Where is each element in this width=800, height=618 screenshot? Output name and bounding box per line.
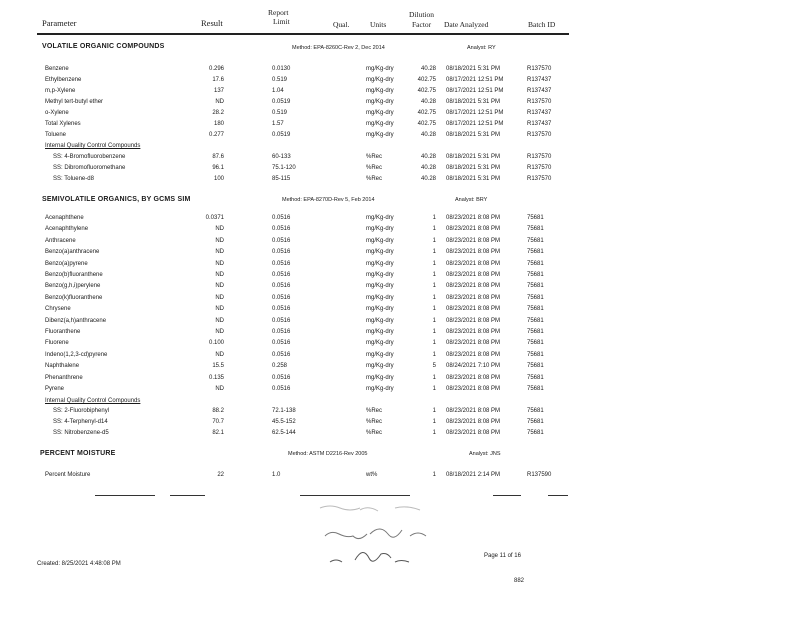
section-analyst-voc: Analyst: RY [467, 45, 496, 51]
date-analyzed-cell: 08/23/2021 8:08 PM [446, 260, 501, 267]
result-cell: 70.7 [212, 419, 224, 425]
header-qual: Qual. [333, 20, 350, 29]
voc-surrogate-heading: Internal Quality Control Compounds [45, 143, 141, 149]
header-dilution: Dilution [409, 10, 435, 19]
header-report: Report [268, 8, 289, 17]
result-cell: 15.5 [212, 363, 224, 370]
report-limit-cell: 1.0 [272, 472, 281, 478]
dilution-cell: 40.28 [420, 66, 436, 72]
parameter-cell: Naphthalene [45, 363, 80, 370]
date-analyzed-cell: 08/18/2021 5:31 PM [446, 132, 501, 138]
dilution-cell: 1 [432, 430, 436, 436]
section-method-svoc: Method: EPA-8270D-Rev 5, Feb 2014 [282, 197, 375, 203]
units-cell: mg/Kg-dry [366, 260, 394, 267]
result-cell: ND [215, 306, 224, 313]
batch-id-cell: 75681 [527, 249, 544, 256]
table-row [0, 295, 800, 305]
report-limit-cell: 0.0516 [272, 260, 291, 267]
batch-id-cell: 75681 [527, 351, 544, 358]
units-cell: mg/Kg-dry [366, 88, 394, 94]
section-title-svoc: SEMIVOLATILE ORGANICS, BY GCMS SIM [42, 196, 191, 203]
parameter-cell: SS: 4-Bromofluorobenzene [53, 154, 126, 160]
parameter-cell: Pyrene [45, 386, 65, 392]
units-cell: mg/Kg-dry [366, 386, 394, 392]
result-cell: 137 [213, 88, 224, 94]
batch-id-cell: 75681 [527, 294, 544, 301]
section-title-voc: VOLATILE ORGANIC COMPOUNDS [42, 43, 165, 50]
result-cell: ND [215, 329, 224, 335]
date-analyzed-cell: 08/18/2021 5:31 PM [446, 66, 501, 72]
dilution-cell: 1 [432, 283, 436, 290]
header-limit: Limit [273, 17, 290, 26]
dilution-cell: 402.75 [417, 77, 436, 83]
report-limit-cell: 0.0516 [272, 249, 291, 256]
report-limit-cell: 1.57 [272, 121, 284, 127]
table-row [0, 363, 800, 373]
parameter-cell: Benzo(k)fluoranthene [45, 294, 103, 301]
footer-rule [493, 495, 521, 496]
dilution-cell: 1 [432, 215, 436, 221]
batch-id-cell: R137437 [527, 121, 552, 127]
dilution-cell: 1 [432, 374, 436, 381]
result-cell: 0.296 [208, 66, 224, 72]
units-cell: %Rec [366, 154, 383, 160]
report-limit-cell: 45.5-152 [272, 419, 296, 425]
table-row [0, 88, 800, 98]
header-factor: Factor [412, 20, 432, 29]
parameter-cell: Percent Moisture [45, 472, 91, 478]
units-cell: mg/Kg-dry [366, 283, 394, 290]
date-analyzed-cell: 08/23/2021 8:08 PM [446, 283, 501, 290]
table-row [0, 238, 800, 248]
table-row [0, 272, 800, 282]
date-analyzed-cell: 08/18/2021 5:31 PM [446, 176, 501, 182]
result-cell: 0.0371 [205, 215, 224, 221]
report-limit-cell: 0.0516 [272, 374, 291, 381]
batch-id-cell: 75681 [527, 317, 544, 324]
page-number: Page 11 of 16 [484, 553, 521, 559]
units-cell: %Rec [366, 419, 383, 425]
dilution-cell: 1 [432, 408, 436, 414]
result-cell: 22 [217, 472, 224, 478]
footer-rule [300, 495, 410, 496]
units-cell: mg/Kg-dry [366, 340, 394, 347]
header-batch-id: Batch ID [528, 20, 556, 29]
report-limit-cell: 1.04 [272, 88, 284, 94]
result-cell: 88.2 [212, 408, 224, 414]
report-limit-cell: 0.0516 [272, 329, 291, 335]
date-analyzed-cell: 08/23/2021 8:08 PM [446, 237, 501, 244]
units-cell: %Rec [366, 165, 383, 171]
date-analyzed-cell: 08/23/2021 8:08 PM [446, 419, 501, 425]
batch-id-cell: 75681 [527, 306, 544, 313]
table-row [0, 408, 800, 418]
units-cell: %Rec [366, 408, 383, 414]
units-cell: mg/Kg-dry [366, 132, 394, 138]
report-limit-cell: 0.0516 [272, 351, 291, 358]
dilution-cell: 40.28 [420, 176, 436, 182]
batch-id-cell: 75681 [527, 215, 544, 221]
section-analyst-svoc: Analyst: BRY [455, 197, 488, 203]
parameter-cell: Methyl tert-butyl ether [45, 99, 104, 105]
units-cell: mg/Kg-dry [366, 363, 394, 370]
result-cell: 28.2 [212, 110, 224, 116]
section-method-voc: Method: EPA-8260C-Rev 2, Dec 2014 [292, 45, 385, 51]
dilution-cell: 5 [432, 363, 436, 370]
report-limit-cell: 0.0516 [272, 306, 291, 313]
table-row [0, 99, 800, 109]
dilution-cell: 1 [432, 272, 436, 278]
parameter-cell: Fluorene [45, 340, 69, 347]
result-cell: 180 [213, 121, 224, 127]
units-cell: mg/Kg-dry [366, 249, 394, 256]
units-cell: mg/Kg-dry [366, 351, 394, 358]
date-analyzed-cell: 08/18/2021 5:31 PM [446, 165, 501, 171]
parameter-cell: Chrysene [45, 306, 71, 313]
footer-rule [170, 495, 205, 496]
units-cell: mg/Kg-dry [366, 121, 394, 127]
table-row [0, 165, 800, 175]
table-row [0, 419, 800, 429]
result-cell: 0.277 [208, 132, 224, 138]
parameter-cell: Phenanthrene [45, 374, 83, 381]
report-limit-cell: 0.258 [272, 363, 288, 370]
table-row [0, 352, 800, 362]
result-cell: ND [215, 226, 224, 233]
footer-rule [95, 495, 155, 496]
dilution-cell: 1 [432, 386, 436, 392]
dilution-cell: 40.28 [420, 132, 436, 138]
date-analyzed-cell: 08/17/2021 12:51 PM [446, 121, 504, 127]
dilution-cell: 40.28 [420, 99, 436, 105]
table-row [0, 121, 800, 131]
dilution-cell: 1 [432, 294, 436, 301]
batch-id-cell: 75681 [527, 386, 544, 392]
result-cell: 82.1 [212, 430, 224, 436]
dilution-cell: 1 [432, 329, 436, 335]
table-row [0, 472, 800, 482]
date-analyzed-cell: 08/23/2021 8:08 PM [446, 430, 501, 436]
table-row [0, 226, 800, 236]
date-analyzed-cell: 08/23/2021 8:08 PM [446, 226, 501, 233]
header-units: Units [370, 20, 387, 29]
batch-id-cell: 75681 [527, 408, 544, 414]
report-limit-cell: 0.0516 [272, 237, 291, 244]
result-cell: ND [215, 317, 224, 324]
parameter-cell: Anthracene [45, 237, 76, 244]
table-row [0, 176, 800, 186]
date-analyzed-cell: 08/23/2021 8:08 PM [446, 317, 501, 324]
header-date-analyzed: Date Analyzed [444, 20, 489, 29]
date-analyzed-cell: 08/17/2021 12:51 PM [446, 110, 504, 116]
dilution-cell: 1 [432, 317, 436, 324]
result-cell: ND [215, 249, 224, 256]
date-analyzed-cell: 08/23/2021 8:08 PM [446, 386, 501, 392]
dilution-cell: 40.28 [420, 154, 436, 160]
date-analyzed-cell: 08/18/2021 5:31 PM [446, 99, 501, 105]
units-cell: mg/Kg-dry [366, 237, 394, 244]
report-limit-cell: 0.0516 [272, 272, 291, 278]
result-cell: 0.100 [208, 340, 224, 347]
parameter-cell: Ethylbenzene [45, 77, 82, 83]
dilution-cell: 1 [432, 472, 436, 478]
batch-id-cell: R137570 [527, 66, 552, 72]
units-cell: mg/Kg-dry [366, 272, 394, 278]
result-cell: 87.6 [212, 154, 224, 160]
date-analyzed-cell: 08/23/2021 8:08 PM [446, 215, 501, 221]
parameter-cell: Toluene [45, 132, 67, 138]
parameter-cell: Benzo(a)pyrene [45, 260, 88, 267]
result-cell: 17.6 [212, 77, 224, 83]
batch-id-cell: R137570 [527, 176, 552, 182]
date-analyzed-cell: 08/23/2021 8:08 PM [446, 306, 501, 313]
header-result: Result [201, 18, 223, 28]
date-analyzed-cell: 08/17/2021 12:51 PM [446, 77, 504, 83]
units-cell: mg/Kg-dry [366, 306, 394, 313]
batch-id-cell: 75681 [527, 430, 544, 436]
result-cell: ND [215, 260, 224, 267]
result-cell: 100 [213, 176, 224, 182]
footer-rule [548, 495, 568, 496]
parameter-cell: m,p-Xylene [45, 88, 76, 94]
dilution-cell: 1 [432, 351, 436, 358]
parameter-cell: SS: 4-Terphenyl-d14 [53, 419, 108, 425]
batch-id-cell: 75681 [527, 283, 544, 290]
table-row [0, 110, 800, 120]
parameter-cell: Acenaphthylene [45, 226, 89, 233]
table-row [0, 306, 800, 316]
dilution-cell: 402.75 [417, 110, 436, 116]
report-limit-cell: 0.0516 [272, 294, 291, 301]
parameter-cell: Total Xylenes [45, 121, 81, 127]
report-limit-cell: 72.1-138 [272, 408, 296, 414]
units-cell: mg/Kg-dry [366, 77, 394, 83]
svoc-surrogate-heading: Internal Quality Control Compounds [45, 398, 141, 404]
result-cell: ND [215, 272, 224, 278]
report-limit-cell: 0.0516 [272, 317, 291, 324]
report-limit-cell: 0.0519 [272, 132, 291, 138]
batch-id-cell: R137437 [527, 88, 552, 94]
dilution-cell: 402.75 [417, 88, 436, 94]
units-cell: mg/Kg-dry [366, 329, 394, 335]
units-cell: mg/Kg-dry [366, 226, 394, 233]
result-cell: ND [215, 386, 224, 392]
date-analyzed-cell: 08/18/2021 2:14 PM [446, 472, 501, 478]
units-cell: mg/Kg-dry [366, 99, 394, 105]
date-analyzed-cell: 08/23/2021 8:08 PM [446, 408, 501, 414]
table-row [0, 215, 800, 225]
section-title-moisture: PERCENT MOISTURE [40, 450, 116, 457]
dilution-cell: 40.28 [420, 165, 436, 171]
table-row [0, 318, 800, 328]
table-row [0, 283, 800, 293]
parameter-cell: Indeno(1,2,3-cd)pyrene [45, 351, 108, 358]
result-cell: ND [215, 99, 224, 105]
batch-id-cell: R137570 [527, 154, 552, 160]
batch-id-cell: 75681 [527, 363, 544, 370]
section-analyst-moisture: Analyst: JNS [469, 451, 501, 457]
report-limit-cell: 85-115 [272, 176, 291, 182]
report-limit-cell: 60-133 [272, 154, 291, 160]
report-limit-cell: 0.0516 [272, 226, 291, 233]
date-analyzed-cell: 08/23/2021 8:08 PM [446, 294, 501, 301]
report-limit-cell: 0.0516 [272, 386, 291, 392]
dilution-cell: 1 [432, 260, 436, 267]
result-cell: ND [215, 294, 224, 301]
table-row [0, 261, 800, 271]
units-cell: mg/Kg-dry [366, 215, 394, 221]
signature-scribble [300, 500, 500, 580]
date-analyzed-cell: 08/23/2021 8:08 PM [446, 351, 501, 358]
result-cell: 0.135 [208, 374, 224, 381]
report-limit-cell: 0.519 [272, 110, 288, 116]
report-limit-cell: 0.0519 [272, 99, 291, 105]
batch-id-cell: R137570 [527, 132, 552, 138]
dilution-cell: 402.75 [417, 121, 436, 127]
units-cell: mg/Kg-dry [366, 317, 394, 324]
batch-id-cell: 75681 [527, 340, 544, 347]
date-analyzed-cell: 08/17/2021 12:51 PM [446, 88, 504, 94]
dilution-cell: 1 [432, 226, 436, 233]
date-analyzed-cell: 08/23/2021 8:08 PM [446, 329, 501, 335]
created-timestamp: Created: 8/25/2021 4:48:08 PM [37, 561, 121, 567]
batch-id-cell: R137590 [527, 472, 552, 478]
batch-id-cell: 75681 [527, 374, 544, 381]
dilution-cell: 1 [432, 237, 436, 244]
table-row [0, 430, 800, 440]
parameter-cell: Benzo(a)anthracene [45, 249, 100, 256]
parameter-cell: SS: Toluene-d8 [53, 176, 94, 182]
dilution-cell: 1 [432, 249, 436, 256]
batch-id-cell: 75681 [527, 272, 544, 278]
report-limit-cell: 0.0130 [272, 66, 291, 72]
report-limit-cell: 0.0516 [272, 340, 291, 347]
report-limit-cell: 0.0516 [272, 215, 291, 221]
units-cell: mg/Kg-dry [366, 110, 394, 116]
parameter-cell: Dibenz(a,h)anthracene [45, 317, 107, 324]
batch-id-cell: 75681 [527, 237, 544, 244]
table-row [0, 329, 800, 339]
parameter-cell: SS: Dibromofluoromethane [53, 165, 126, 171]
table-row [0, 386, 800, 396]
report-limit-cell: 0.0516 [272, 283, 291, 290]
table-row [0, 375, 800, 385]
batch-id-cell: 75681 [527, 260, 544, 267]
table-row [0, 66, 800, 76]
units-cell: mg/Kg-dry [366, 294, 394, 301]
table-row [0, 249, 800, 259]
dilution-cell: 1 [432, 340, 436, 347]
section-method-moisture: Method: ASTM D2216-Rev 2005 [288, 451, 368, 457]
result-cell: ND [215, 351, 224, 358]
dilution-cell: 1 [432, 419, 436, 425]
parameter-cell: Benzene [45, 66, 69, 72]
batch-id-cell: 75681 [527, 226, 544, 233]
page-stamp: 882 [514, 578, 525, 584]
result-cell: 96.1 [212, 165, 224, 171]
batch-id-cell: R137570 [527, 165, 552, 171]
date-analyzed-cell: 08/23/2021 8:08 PM [446, 249, 501, 256]
result-cell: ND [215, 237, 224, 244]
date-analyzed-cell: 08/23/2021 8:08 PM [446, 340, 501, 347]
header-rule [37, 33, 569, 35]
units-cell: %Rec [366, 430, 383, 436]
date-analyzed-cell: 08/23/2021 8:08 PM [446, 272, 501, 278]
header-parameter: Parameter [42, 18, 77, 28]
date-analyzed-cell: 08/24/2021 7:10 PM [446, 363, 501, 370]
table-row [0, 132, 800, 142]
result-cell: ND [215, 283, 224, 290]
units-cell: mg/Kg-dry [366, 374, 394, 381]
table-row [0, 340, 800, 350]
parameter-cell: o-Xylene [45, 110, 69, 116]
date-analyzed-cell: 08/18/2021 5:31 PM [446, 154, 501, 160]
date-analyzed-cell: 08/23/2021 8:08 PM [446, 374, 501, 381]
report-limit-cell: 62.5-144 [272, 430, 296, 436]
batch-id-cell: 75681 [527, 329, 544, 335]
units-cell: mg/Kg-dry [366, 66, 394, 72]
report-limit-cell: 0.519 [272, 77, 288, 83]
batch-id-cell: R137570 [527, 99, 552, 105]
parameter-cell: Fluoranthene [45, 329, 81, 335]
batch-id-cell: 75681 [527, 419, 544, 425]
report-limit-cell: 75.1-120 [272, 165, 296, 171]
parameter-cell: SS: Nitrobenzene-d5 [53, 430, 109, 436]
parameter-cell: Acenaphthene [45, 215, 84, 221]
parameter-cell: Benzo(b)fluoranthene [45, 272, 103, 278]
table-row [0, 154, 800, 164]
dilution-cell: 1 [432, 306, 436, 313]
parameter-cell: Benzo(g,h,i)perylene [45, 283, 101, 290]
units-cell: wt% [366, 472, 378, 478]
batch-id-cell: R137437 [527, 110, 552, 116]
table-row [0, 77, 800, 87]
units-cell: %Rec [366, 176, 383, 182]
parameter-cell: SS: 2-Fluorobiphenyl [53, 408, 110, 414]
batch-id-cell: R137437 [527, 77, 552, 83]
